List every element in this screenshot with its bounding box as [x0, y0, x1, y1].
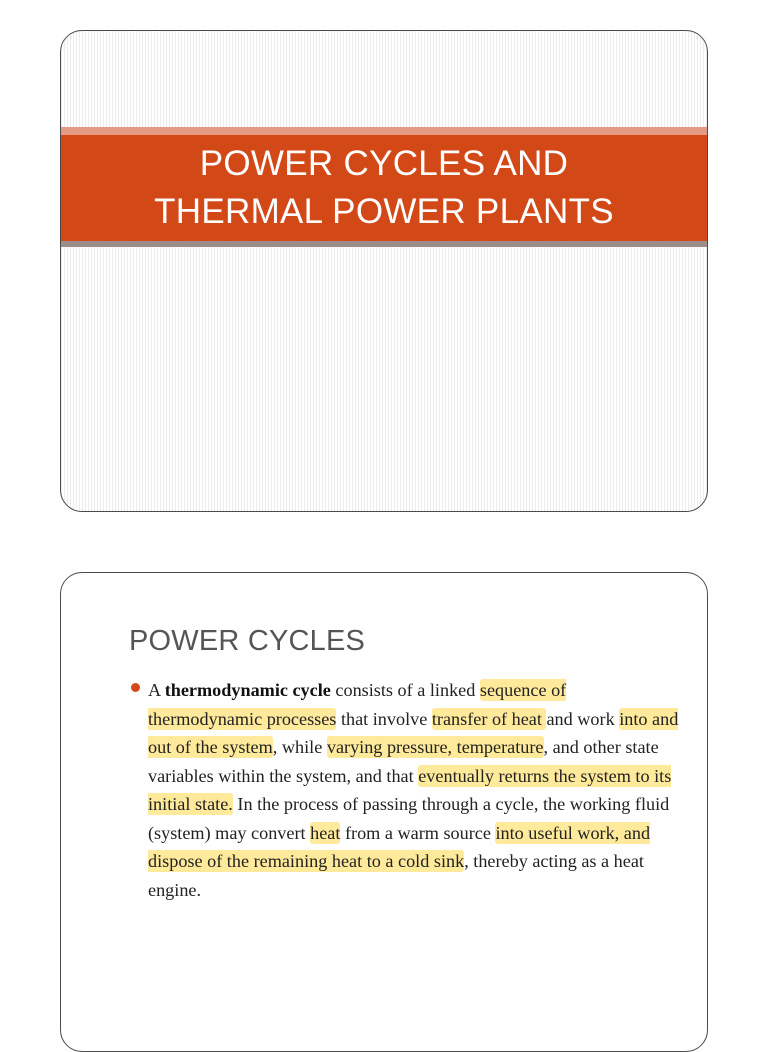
- highlighted-text: into and out of the system: [148, 708, 679, 757]
- highlighted-text: heat: [310, 822, 341, 843]
- slide-title: [61, 135, 707, 241]
- highlighted-text: sequence of thermodynamic processes: [148, 680, 567, 729]
- slide-title-line-1: POWER CYCLES AND: [199, 144, 569, 183]
- bullet-dot-icon: [131, 683, 140, 692]
- highlighted-text: varying pressure, temperature: [326, 737, 544, 757]
- title-band-top-stripe: [61, 127, 707, 135]
- text-run: consists of a linked: [330, 680, 480, 700]
- bold-term: thermodynamic cycle: [164, 680, 331, 700]
- title-slide: [60, 30, 708, 512]
- highlighted-text: transfer of heat: [431, 708, 547, 729]
- text-run: that involve: [336, 708, 432, 729]
- highlighted-text: into useful work, and dispose of the remaining heat to a cold sink: [148, 822, 651, 871]
- text-run: and work: [546, 708, 620, 729]
- text-run: , thereby acting as a heat engine.: [148, 851, 644, 900]
- bullet-paragraph: [148, 676, 683, 904]
- section-title: POWER CYCLES: [129, 625, 366, 657]
- text-run: A: [148, 680, 165, 700]
- slide-title-line-2: THERMAL POWER PLANTS: [154, 192, 614, 231]
- highlighted-text: eventually returns the system to its initial state.: [148, 765, 672, 814]
- text-run: , and other state variables within the system, and that: [148, 737, 659, 786]
- content-slide: [60, 572, 708, 1052]
- text-run: , while: [272, 737, 327, 757]
- text-run: In the process of passing through a cycle, the working fluid (system) may convert: [148, 794, 670, 843]
- title-band-bottom-stripe: [61, 241, 707, 247]
- text-run: from a warm source: [340, 822, 496, 843]
